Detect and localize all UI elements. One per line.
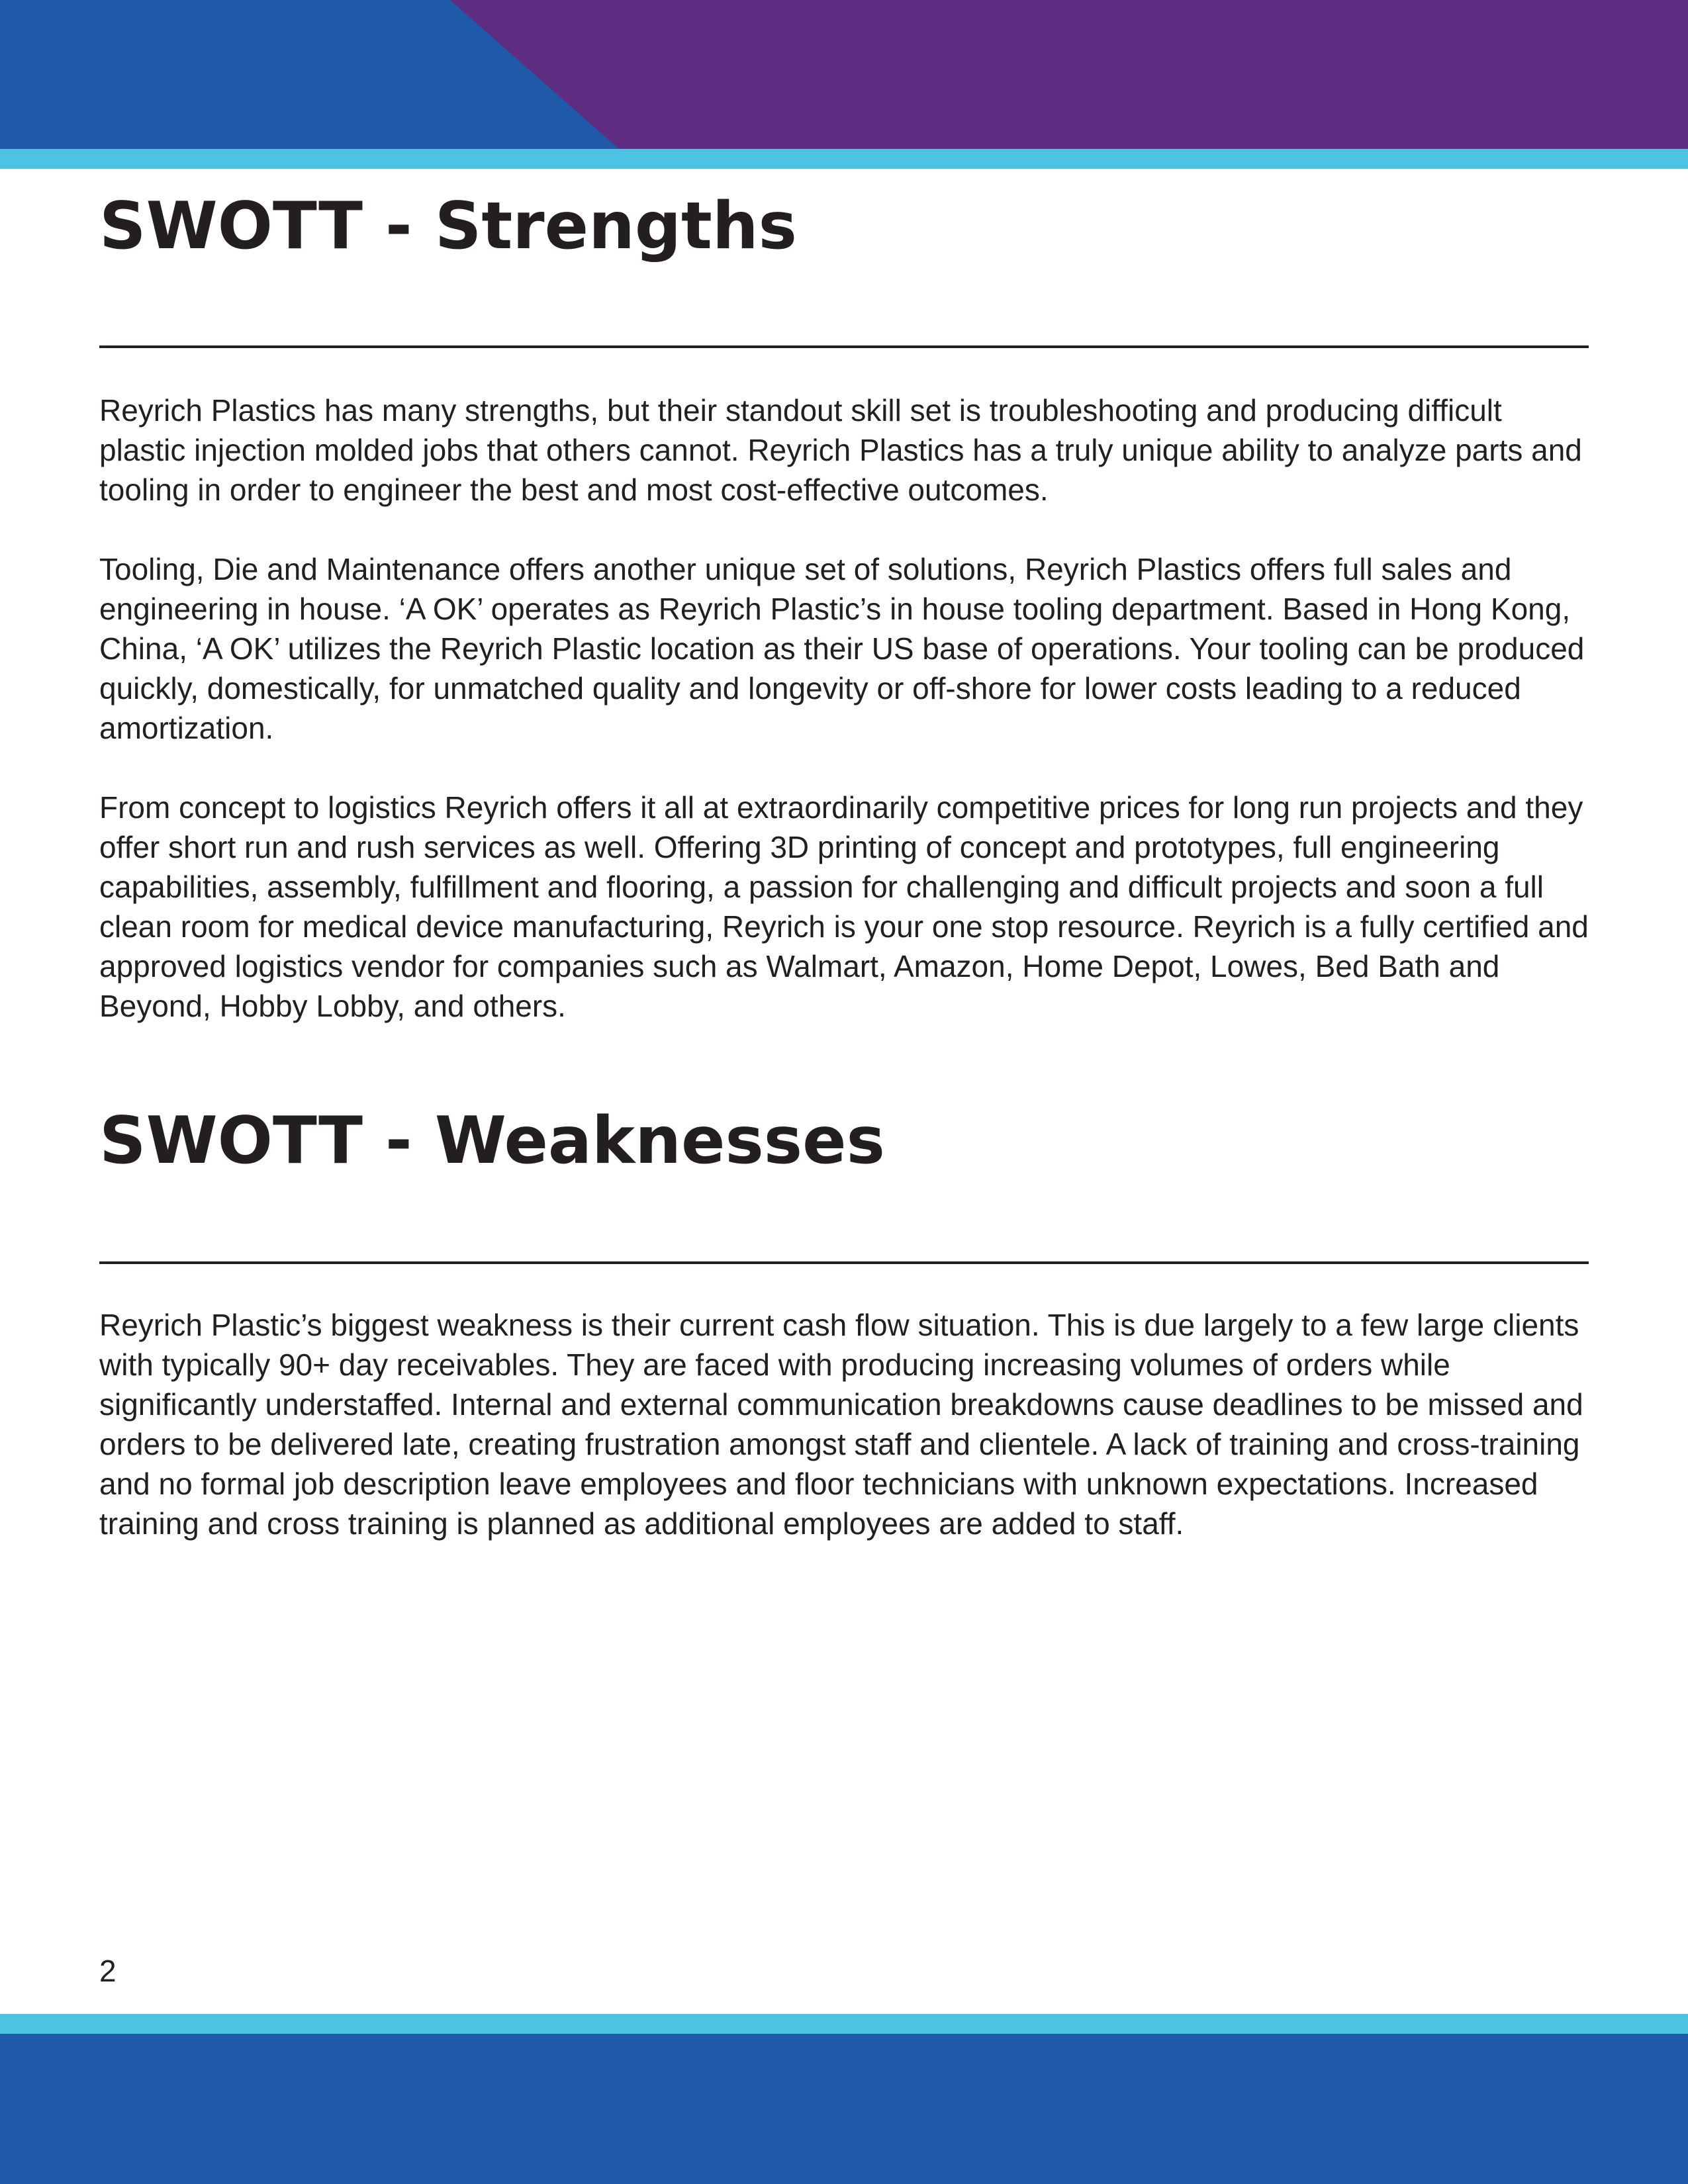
strengths-paragraph: From concept to logistics Reyrich offers it all at extraordinarily competitive prices for long run projects and they offer short run and rush services as well. Offering 3D printing of concept and prototypes, full engineering capabilities, assembly, fulfillment and flooring, a passion for challenging and difficult projects and soon a full clean room for medical device manufacturing, Reyrich is your one stop resource. Reyrich is a fully certified and approved logistics vendor for companies such as Walmart, Amazon, Home Depot, Lowes, Bed Bath and Beyond, Hobby Lobby, and others. (99, 790, 1589, 1023)
weaknesses-body (99, 1305, 1589, 1583)
weaknesses-paragraph: Reyrich Plastic’s biggest weakness is their current cash flow situation. This is due largely to a few large clients with typically 90+ day receivables. They are faced with producing increasing volumes of orders while significantly understaffed. Internal and external communication breakdowns cause deadlines to be missed and orders to be delivered late, creating frustration amongst staff and clientele. A lack of training and cross-training and no formal job description leave employees and floor technicians with unknown expectations. Increased training and cross training is planned as additional employees are added to staff. (99, 1308, 1583, 1541)
strengths-paragraph: Tooling, Die and Maintenance offers another unique set of solutions, Reyrich Plastics offers full sales and engineering in house. ‘A OK’ operates as Reyrich Plastic’s in house tooling department. Based in Hong Kong, China, ‘A OK’ utilizes the Reyrich Plastic location as their US base of operations. Your tooling can be produced quickly, domestically, for unmatched quality and longevity or off-shore for lower costs leading to a reduced amortization. (99, 552, 1585, 745)
strengths-paragraph: Reyrich Plastics has many strengths, but their standout skill set is troubleshooting and producing difficult plastic injection molded jobs that others cannot. Reyrich Plastics has a truly unique ability to analyze parts and tooling in order to engineer the best and most cost-effective outcomes. (99, 393, 1582, 507)
weaknesses-heading: SWOTT - Weaknesses (99, 1103, 885, 1179)
weaknesses-divider (99, 1261, 1589, 1264)
header-purple-block (450, 0, 1688, 149)
header-accent-stripe (0, 149, 1688, 169)
page-number: 2 (99, 1954, 117, 1988)
strengths-body (99, 390, 1589, 1066)
footer-banner (0, 2034, 1688, 2184)
footer-accent-stripe (0, 2014, 1688, 2034)
header-banner (0, 0, 1688, 149)
strengths-divider (99, 345, 1589, 348)
strengths-heading: SWOTT - Strengths (99, 189, 797, 264)
